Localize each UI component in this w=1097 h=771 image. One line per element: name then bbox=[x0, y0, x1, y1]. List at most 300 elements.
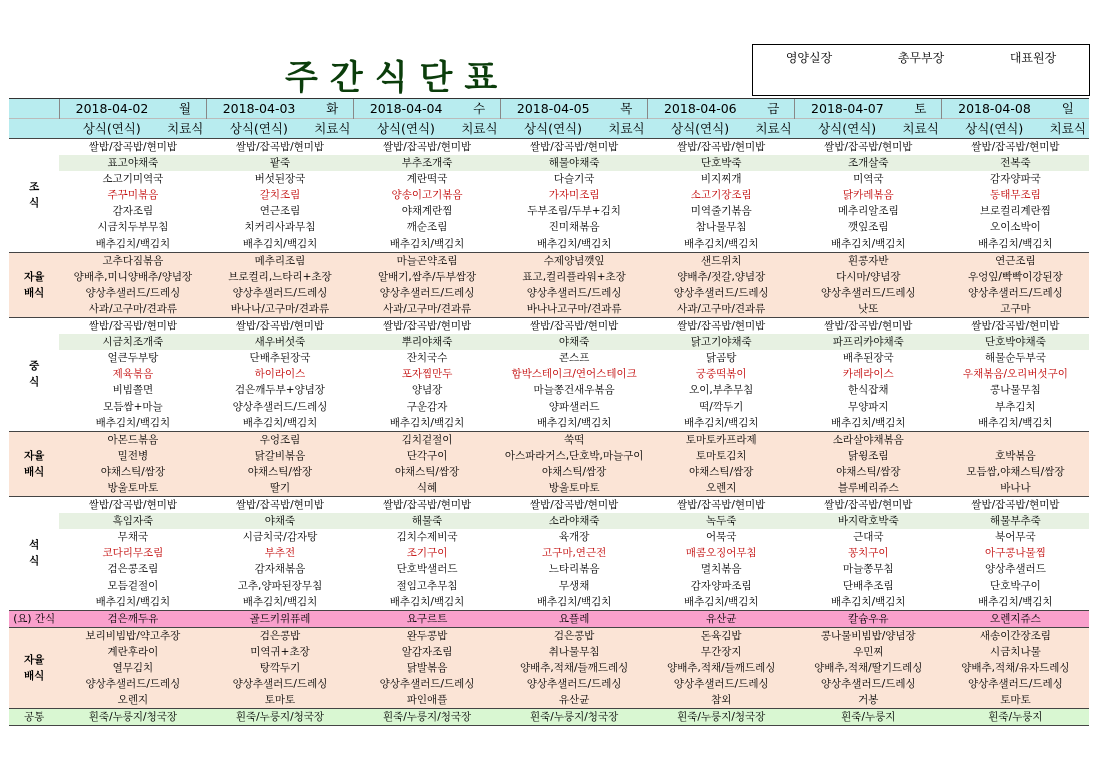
menu-item: 소라살야채볶음 bbox=[795, 431, 942, 448]
day-weekday: 화 bbox=[311, 99, 353, 119]
day-date: 2018-04-05 bbox=[501, 99, 606, 119]
menu-item: 배추김치/백김치 bbox=[242, 595, 318, 608]
menu-item: 샌드위치 bbox=[648, 252, 795, 269]
menu-item: 닭곰탕 bbox=[705, 352, 737, 365]
menu-row bbox=[9, 513, 1089, 529]
menu-item: 오이소박이 bbox=[990, 221, 1041, 234]
menu-item: 얼큰두부탕 bbox=[107, 352, 159, 365]
menu-item: 무생채 bbox=[558, 579, 590, 592]
menu-item: 잔치국수 bbox=[406, 352, 448, 365]
menu-row bbox=[9, 318, 1089, 335]
menu-item: 단호박야채죽 bbox=[942, 334, 1089, 350]
menu-item: 쌀밥/잡곡밥/현미밥 bbox=[795, 497, 942, 514]
menu-item: 메추리조림 bbox=[206, 252, 353, 269]
menu-item: 단호박구이 bbox=[990, 579, 1041, 592]
approval-general-affairs: 총무부장 bbox=[897, 51, 945, 65]
menu-item: 브로컬리,느타리+초장 bbox=[206, 269, 353, 285]
menu-item: 콘스프 bbox=[558, 352, 590, 365]
day-weekday: 금 bbox=[752, 99, 794, 119]
therapeutic-diet-label: 치료식 bbox=[900, 119, 942, 139]
menu-item: 단배추조림 bbox=[842, 579, 894, 592]
menu-item: 깻잎조림 bbox=[848, 221, 889, 234]
menu-item: 김치수제비국 bbox=[396, 531, 458, 544]
day-date: 2018-04-04 bbox=[354, 99, 459, 119]
regular-diet-label: 상식(연식) bbox=[648, 119, 753, 139]
menu-item: 오렌지 bbox=[648, 480, 795, 497]
menu-item: 전복죽 bbox=[942, 155, 1089, 171]
menu-item: 절임고추무침 bbox=[396, 579, 458, 592]
therapeutic-diet-label: 치료식 bbox=[605, 119, 647, 139]
menu-item: 야채죽 bbox=[501, 334, 648, 350]
menu-item: 배추김치/백김치 bbox=[536, 416, 612, 429]
menu-item: 아몬드볶음 bbox=[59, 431, 206, 448]
menu-item: 해물야채죽 bbox=[501, 155, 648, 171]
menu-item: 팥죽 bbox=[206, 155, 353, 171]
regular-diet-label: 상식(연식) bbox=[501, 119, 606, 139]
menu-row bbox=[9, 676, 1089, 692]
day-date: 2018-04-03 bbox=[206, 99, 311, 119]
menu-item: 새송이간장조림 bbox=[942, 627, 1089, 644]
menu-item: 양상추샐러드 bbox=[984, 563, 1046, 576]
menu-item: 밀전병 bbox=[59, 448, 206, 464]
menu-item: 소고기미역국 bbox=[102, 173, 164, 186]
menu-item: 양배추,미니양배추/양념장 bbox=[59, 269, 206, 285]
menu-item: 야채계란찜 bbox=[401, 205, 453, 218]
menu-item: 배추김치/백김치 bbox=[683, 595, 759, 608]
menu-item: 연근조림 bbox=[942, 252, 1089, 269]
menu-item: 치커리사과무침 bbox=[244, 221, 316, 234]
meal-label-text: 자율 배식 bbox=[24, 653, 45, 683]
menu-item: 야채스틱/쌈장 bbox=[59, 464, 206, 480]
menu-item: 탕깍두기 bbox=[206, 660, 353, 676]
menu-item: 근대국 bbox=[853, 531, 884, 544]
menu-item: 검은콩밥 bbox=[501, 627, 648, 644]
menu-item: 비빔쫄면 bbox=[112, 384, 154, 397]
menu-item: 배추김치/백김치 bbox=[95, 237, 171, 250]
menu-item: 흰죽/누룽지/청국장 bbox=[501, 709, 648, 726]
meal-label bbox=[9, 252, 59, 317]
weekly-menu-table bbox=[9, 98, 1089, 726]
menu-item: 계란떡국 bbox=[406, 173, 448, 186]
corner-cell bbox=[9, 119, 59, 139]
menu-item: 아구콩나물찜 bbox=[984, 547, 1046, 560]
menu-row bbox=[9, 334, 1089, 350]
page-title: 주간식단표 bbox=[285, 58, 510, 98]
menu-item: 시금치조개죽 bbox=[59, 334, 206, 350]
day-weekday: 수 bbox=[458, 99, 500, 119]
menu-item: 단호박샐러드 bbox=[396, 563, 458, 576]
menu-item: 배추김치/백김치 bbox=[95, 595, 171, 608]
menu-item: 흰죽/누룽지/청국장 bbox=[648, 709, 795, 726]
menu-item: 뿌리야채죽 bbox=[354, 334, 501, 350]
meal-label: (요) 간식 bbox=[9, 610, 59, 627]
menu-item: 시금치나물 bbox=[942, 644, 1089, 660]
menu-item: 느타리볶음 bbox=[548, 563, 600, 576]
menu-item: 배추김치/백김치 bbox=[242, 237, 318, 250]
menu-item: 갈치조림 bbox=[259, 189, 301, 202]
menu-item: 닭발볶음 bbox=[354, 660, 501, 676]
menu-item: 계란후라이 bbox=[59, 644, 206, 660]
therapeutic-diet-label: 치료식 bbox=[1047, 119, 1089, 139]
menu-item: 완두콩밥 bbox=[354, 627, 501, 644]
menu-item: 양파샐러드 bbox=[548, 400, 600, 413]
menu-item: 배추김치/백김치 bbox=[683, 237, 759, 250]
menu-item: 쌀밥/잡곡밥/현미밥 bbox=[501, 318, 648, 335]
menu-item: 김치겉절이 bbox=[354, 431, 501, 448]
menu-row bbox=[9, 692, 1089, 709]
menu-item: 양념장 bbox=[411, 384, 443, 397]
menu-item: 쌀밥/잡곡밥/현미밥 bbox=[942, 318, 1089, 335]
menu-item: 궁중떡볶이 bbox=[695, 368, 747, 381]
menu-item: 매콤오징어무침 bbox=[685, 547, 757, 560]
menu-item: 오이,부추무침 bbox=[689, 384, 754, 397]
menu-row bbox=[9, 203, 1089, 219]
meal-label-text: 조 식 bbox=[29, 181, 40, 210]
menu-row bbox=[9, 155, 1089, 171]
menu-row bbox=[9, 561, 1089, 577]
menu-item: 양상추샐러드/드레싱 bbox=[206, 285, 353, 301]
day-date: 2018-04-08 bbox=[942, 99, 1047, 119]
menu-item: 마늘곤약조림 bbox=[354, 252, 501, 269]
menu-item: 조기구이 bbox=[406, 547, 448, 560]
menu-item: 진미채볶음 bbox=[548, 221, 600, 234]
menu-row bbox=[9, 431, 1089, 448]
menu-item: 쌀밥/잡곡밥/현미밥 bbox=[501, 139, 648, 156]
menu-item: 야채스틱/쌈장 bbox=[501, 464, 648, 480]
meal-label: 공통 bbox=[9, 709, 59, 726]
menu-item: 배추김치/백김치 bbox=[831, 416, 906, 429]
menu-item: 쌀밥/잡곡밥/현미밥 bbox=[648, 139, 795, 156]
menu-item: 깨순조림 bbox=[406, 221, 448, 234]
menu-item: 쌀밥/잡곡밥/현미밥 bbox=[206, 318, 353, 335]
menu-item: 아스파라거스,단호박,마늘구이 bbox=[501, 448, 648, 464]
menu-item: 쌀밥/잡곡밥/현미밥 bbox=[59, 318, 206, 335]
menu-item: 무채국 bbox=[117, 531, 149, 544]
approval-director: 대표원장 bbox=[1009, 51, 1057, 65]
menu-item: 비지찌개 bbox=[700, 173, 742, 186]
menu-item: 배추김치/백김치 bbox=[389, 237, 465, 250]
menu-item: 양상추샐러드/드레싱 bbox=[354, 285, 501, 301]
menu-item: 함박스테이크/연어스테이크 bbox=[511, 368, 637, 381]
menu-item: 미역국 bbox=[853, 173, 884, 186]
menu-item: 쌀밥/잡곡밥/현미밥 bbox=[795, 318, 942, 335]
menu-item: 오렌지 bbox=[59, 692, 206, 709]
menu-item: 양상추샐러드/드레싱 bbox=[648, 285, 795, 301]
menu-item: 감자채볶음 bbox=[254, 563, 306, 576]
regular-diet-label: 상식(연식) bbox=[942, 119, 1047, 139]
day-weekday: 월 bbox=[164, 99, 206, 119]
menu-item: 콩나물무침 bbox=[990, 384, 1041, 397]
menu-item: 제육볶음 bbox=[112, 368, 154, 381]
day-date: 2018-04-07 bbox=[795, 99, 900, 119]
menu-row bbox=[9, 269, 1089, 285]
menu-item: 열무김치 bbox=[59, 660, 206, 676]
menu-item: 쌀밥/잡곡밥/현미밥 bbox=[59, 139, 206, 156]
menu-item: 배추김치/백김치 bbox=[95, 416, 171, 429]
menu-row bbox=[9, 660, 1089, 676]
menu-item: 모듬쌈,야채스틱/쌈장 bbox=[942, 464, 1089, 480]
menu-item: 배추김치/백김치 bbox=[831, 595, 906, 608]
menu-item: 요구르트 bbox=[354, 610, 501, 627]
menu-item: 부추김치 bbox=[995, 400, 1036, 413]
menu-item: 육개장 bbox=[558, 531, 590, 544]
menu-row bbox=[9, 382, 1089, 398]
menu-item: 무양파지 bbox=[848, 400, 889, 413]
menu-item: 부추조개죽 bbox=[354, 155, 501, 171]
menu-item: 배추김치/백김치 bbox=[536, 237, 612, 250]
menu-item: 고추,양파된장무침 bbox=[237, 579, 323, 592]
meal-label-text: 석 식 bbox=[29, 539, 40, 568]
menu-item: 검은깨두부+양념장 bbox=[235, 384, 325, 397]
menu-item: 흑임자죽 bbox=[59, 513, 206, 529]
day-date: 2018-04-02 bbox=[59, 99, 164, 119]
menu-item: 배추김치/백김치 bbox=[242, 416, 318, 429]
menu-item: 파프리카야채죽 bbox=[795, 334, 942, 350]
menu-item: 배추김치/백김치 bbox=[389, 595, 465, 608]
menu-item: 감자양파조림 bbox=[690, 579, 752, 592]
menu-item: 방울토마토 bbox=[59, 480, 206, 497]
menu-item: 배추김치/백김치 bbox=[978, 595, 1053, 608]
therapeutic-diet-label: 치료식 bbox=[752, 119, 794, 139]
menu-item: 바지락호박죽 bbox=[795, 513, 942, 529]
menu-item: 양상추샐러드/드레싱 bbox=[354, 676, 501, 692]
menu-item: 흰죽/누룽지 bbox=[942, 709, 1089, 726]
menu-item: 식혜 bbox=[354, 480, 501, 497]
menu-item: 미역귀+초장 bbox=[206, 644, 353, 660]
meal-label bbox=[9, 318, 59, 432]
meal-label-text: 자율 배식 bbox=[24, 270, 45, 299]
menu-row bbox=[9, 285, 1089, 301]
menu-item: 바나나 bbox=[942, 480, 1089, 497]
menu-item: 미역줄기볶음 bbox=[690, 205, 752, 218]
menu-item: 감자조림 bbox=[112, 205, 154, 218]
menu-row bbox=[9, 187, 1089, 203]
menu-item: 감자양파국 bbox=[990, 173, 1041, 186]
menu-item: 닭윙조림 bbox=[795, 448, 942, 464]
menu-item: 닭고기야채죽 bbox=[648, 334, 795, 350]
menu-item: 하이라이스 bbox=[254, 368, 306, 381]
date-header-row bbox=[9, 99, 1089, 119]
menu-item: 배추김치/백김치 bbox=[389, 416, 465, 429]
menu-item: 쌀밥/잡곡밥/현미밥 bbox=[206, 139, 353, 156]
menu-item: 배추김치/백김치 bbox=[978, 416, 1053, 429]
menu-item: 단각구이 bbox=[354, 448, 501, 464]
menu-item: 해물죽 bbox=[354, 513, 501, 529]
menu-item: 닭갈비볶음 bbox=[206, 448, 353, 464]
menu-item: 참나물무침 bbox=[695, 221, 747, 234]
menu-item: 멸치볶음 bbox=[700, 563, 742, 576]
menu-item: 표고야채죽 bbox=[59, 155, 206, 171]
menu-item: 취나물무침 bbox=[501, 644, 648, 660]
menu-item: 쌀밥/잡곡밥/현미밥 bbox=[59, 497, 206, 514]
menu-item: 양상추샐러드/드레싱 bbox=[59, 285, 206, 301]
menu-item: 양배추,적채/유자드레싱 bbox=[942, 660, 1089, 676]
menu-item: 양상추샐러드/드레싱 bbox=[232, 400, 328, 413]
menu-item: 가자미조림 bbox=[548, 189, 600, 202]
corner-cell bbox=[9, 99, 59, 119]
menu-item: 알감자조림 bbox=[354, 644, 501, 660]
menu-item: 야채스틱/쌈장 bbox=[795, 464, 942, 480]
menu-item: 새우버섯죽 bbox=[206, 334, 353, 350]
menu-item: 흰죽/누룽지 bbox=[795, 709, 942, 726]
menu-item: 시금치두부무침 bbox=[97, 221, 169, 234]
menu-row bbox=[9, 252, 1089, 269]
menu-item: 양배추/젓갈,양념장 bbox=[648, 269, 795, 285]
menu-item: 쌀밥/잡곡밥/현미밥 bbox=[942, 497, 1089, 514]
menu-item: 흰죽/누룽지/청국장 bbox=[59, 709, 206, 726]
menu-item: 다슬기국 bbox=[553, 173, 595, 186]
menu-item: 소라야채죽 bbox=[501, 513, 648, 529]
menu-item: 양상추샐러드/드레싱 bbox=[795, 676, 942, 692]
menu-item: 블루베리쥬스 bbox=[795, 480, 942, 497]
menu-item: 검은콩조림 bbox=[107, 563, 159, 576]
menu-item: 바나나고구마/견과류 bbox=[501, 301, 648, 318]
menu-item: 알배기,쌈추/두부쌈장 bbox=[354, 269, 501, 285]
menu-row bbox=[9, 610, 1089, 627]
menu-item: 유산균 bbox=[648, 610, 795, 627]
menu-row bbox=[9, 545, 1089, 561]
therapeutic-diet-label: 치료식 bbox=[164, 119, 206, 139]
menu-item: 양상추샐러드/드레싱 bbox=[795, 285, 942, 301]
menu-item: 카레라이스 bbox=[842, 368, 894, 381]
day-weekday: 일 bbox=[1047, 99, 1089, 119]
menu-item: 흰죽/누룽지/청국장 bbox=[354, 709, 501, 726]
menu-item: 흰콩자반 bbox=[795, 252, 942, 269]
menu-item: 우채볶음/오리버섯구이 bbox=[962, 368, 1068, 381]
menu-row bbox=[9, 709, 1089, 726]
menu-item: 배추된장국 bbox=[842, 352, 894, 365]
menu-item: 사과/고구마/견과류 bbox=[354, 301, 501, 318]
approval-box bbox=[752, 44, 1090, 96]
menu-item: 고추다짐볶음 bbox=[59, 252, 206, 269]
menu-item: 주꾸미볶음 bbox=[107, 189, 159, 202]
menu-row bbox=[9, 627, 1089, 644]
menu-item: 포자찜만두 bbox=[401, 368, 453, 381]
menu-item: 고구마 bbox=[942, 301, 1089, 318]
menu-item: 양상추샐러드/드레싱 bbox=[501, 676, 648, 692]
menu-item: 양상추샐러드/드레싱 bbox=[942, 676, 1089, 692]
menu-row bbox=[9, 236, 1089, 253]
therapeutic-diet-label: 치료식 bbox=[311, 119, 353, 139]
menu-item: 토마토김치 bbox=[648, 448, 795, 464]
regular-diet-label: 상식(연식) bbox=[795, 119, 900, 139]
menu-item: 돈육김밥 bbox=[648, 627, 795, 644]
menu-item bbox=[942, 431, 1089, 448]
menu-row bbox=[9, 497, 1089, 514]
menu-item: 우엉조림 bbox=[206, 431, 353, 448]
menu-row bbox=[9, 139, 1089, 156]
menu-item: 검은콩밥 bbox=[206, 627, 353, 644]
menu-item: 낫또 bbox=[795, 301, 942, 318]
menu-item: 쌀밥/잡곡밥/현미밥 bbox=[354, 497, 501, 514]
menu-item: 쌀밥/잡곡밥/현미밥 bbox=[206, 497, 353, 514]
menu-item: 양상추샐러드/드레싱 bbox=[501, 285, 648, 301]
menu-item: 거봉 bbox=[795, 692, 942, 709]
menu-item: 북어무국 bbox=[995, 531, 1036, 544]
menu-item: 우엉잎/빡빡이강된장 bbox=[942, 269, 1089, 285]
day-date: 2018-04-06 bbox=[648, 99, 753, 119]
menu-item: 양상추샐러드/드레싱 bbox=[59, 676, 206, 692]
menu-item: 연근조림 bbox=[259, 205, 301, 218]
meal-label bbox=[9, 139, 59, 253]
menu-item: 다시마/양념장 bbox=[795, 269, 942, 285]
meal-label-text: 중 식 bbox=[29, 360, 40, 389]
menu-item: 시금치국/감자탕 bbox=[242, 531, 318, 544]
menu-item: 동태무조림 bbox=[990, 189, 1041, 202]
menu-item: 야채죽 bbox=[206, 513, 353, 529]
menu-item: 버섯된장국 bbox=[254, 173, 306, 186]
menu-item: 메추리알조림 bbox=[837, 205, 899, 218]
menu-item: 브로컬리계란찜 bbox=[979, 205, 1051, 218]
menu-item: 검은깨두유 bbox=[59, 610, 206, 627]
menu-item: 참외 bbox=[648, 692, 795, 709]
menu-row bbox=[9, 415, 1089, 432]
menu-item: 보리비빔밥/약고추장 bbox=[59, 627, 206, 644]
menu-item: 꽁치구이 bbox=[848, 547, 889, 560]
menu-item: 고구마,연근전 bbox=[542, 547, 607, 560]
menu-item: 야채스틱/쌈장 bbox=[206, 464, 353, 480]
menu-item: 사과/고구마/견과류 bbox=[648, 301, 795, 318]
menu-item: 파인애플 bbox=[354, 692, 501, 709]
menu-item: 쌀밥/잡곡밥/현미밥 bbox=[648, 497, 795, 514]
menu-item: 마늘쫑무침 bbox=[842, 563, 894, 576]
day-weekday: 목 bbox=[605, 99, 647, 119]
menu-row bbox=[9, 594, 1089, 611]
menu-item: 모듬쌈+마늘 bbox=[103, 400, 163, 413]
menu-item: 모듬겉절이 bbox=[107, 579, 159, 592]
menu-item: 코다리무조림 bbox=[102, 547, 164, 560]
menu-item: 쌀밥/잡곡밥/현미밥 bbox=[648, 318, 795, 335]
menu-item: 요플레 bbox=[501, 610, 648, 627]
menu-item: 부추전 bbox=[264, 547, 296, 560]
menu-item: 단배추된장국 bbox=[249, 352, 311, 365]
menu-item: 단호박죽 bbox=[648, 155, 795, 171]
menu-item: 토마토 bbox=[206, 692, 353, 709]
menu-item: 무간장지 bbox=[648, 644, 795, 660]
menu-item: 유산균 bbox=[501, 692, 648, 709]
menu-item: 야채스틱/쌈장 bbox=[354, 464, 501, 480]
meal-label bbox=[9, 431, 59, 496]
menu-item: 떡/깍두기 bbox=[699, 400, 744, 413]
menu-row bbox=[9, 578, 1089, 594]
menu-row bbox=[9, 448, 1089, 464]
regular-diet-label: 상식(연식) bbox=[206, 119, 311, 139]
menu-item: 양배추,적채/들깨드레싱 bbox=[648, 660, 795, 676]
menu-item: 마늘쫑건새우볶음 bbox=[533, 384, 615, 397]
menu-row bbox=[9, 301, 1089, 318]
menu-row bbox=[9, 399, 1089, 415]
therapeutic-diet-label: 치료식 bbox=[458, 119, 500, 139]
diet-type-row bbox=[9, 119, 1089, 139]
day-weekday: 토 bbox=[900, 99, 942, 119]
menu-item: 녹두죽 bbox=[648, 513, 795, 529]
menu-row bbox=[9, 529, 1089, 545]
menu-item: 배추김치/백김치 bbox=[683, 416, 759, 429]
meal-label bbox=[9, 627, 59, 708]
menu-item: 호박볶음 bbox=[942, 448, 1089, 464]
menu-item: 쌀밥/잡곡밥/현미밥 bbox=[354, 139, 501, 156]
menu-item: 토마토카프라제 bbox=[648, 431, 795, 448]
menu-item: 구운감자 bbox=[406, 400, 448, 413]
menu-item: 바나나/고구마/견과류 bbox=[206, 301, 353, 318]
menu-item: 조개살죽 bbox=[795, 155, 942, 171]
menu-row bbox=[9, 644, 1089, 660]
meal-label-text: 자율 배식 bbox=[24, 449, 45, 478]
regular-diet-label: 상식(연식) bbox=[354, 119, 459, 139]
menu-item: 콩나물비빔밥/양념장 bbox=[795, 627, 942, 644]
menu-item: 양배추,적채/들깨드레싱 bbox=[501, 660, 648, 676]
menu-item: 쌀밥/잡곡밥/현미밥 bbox=[795, 139, 942, 156]
